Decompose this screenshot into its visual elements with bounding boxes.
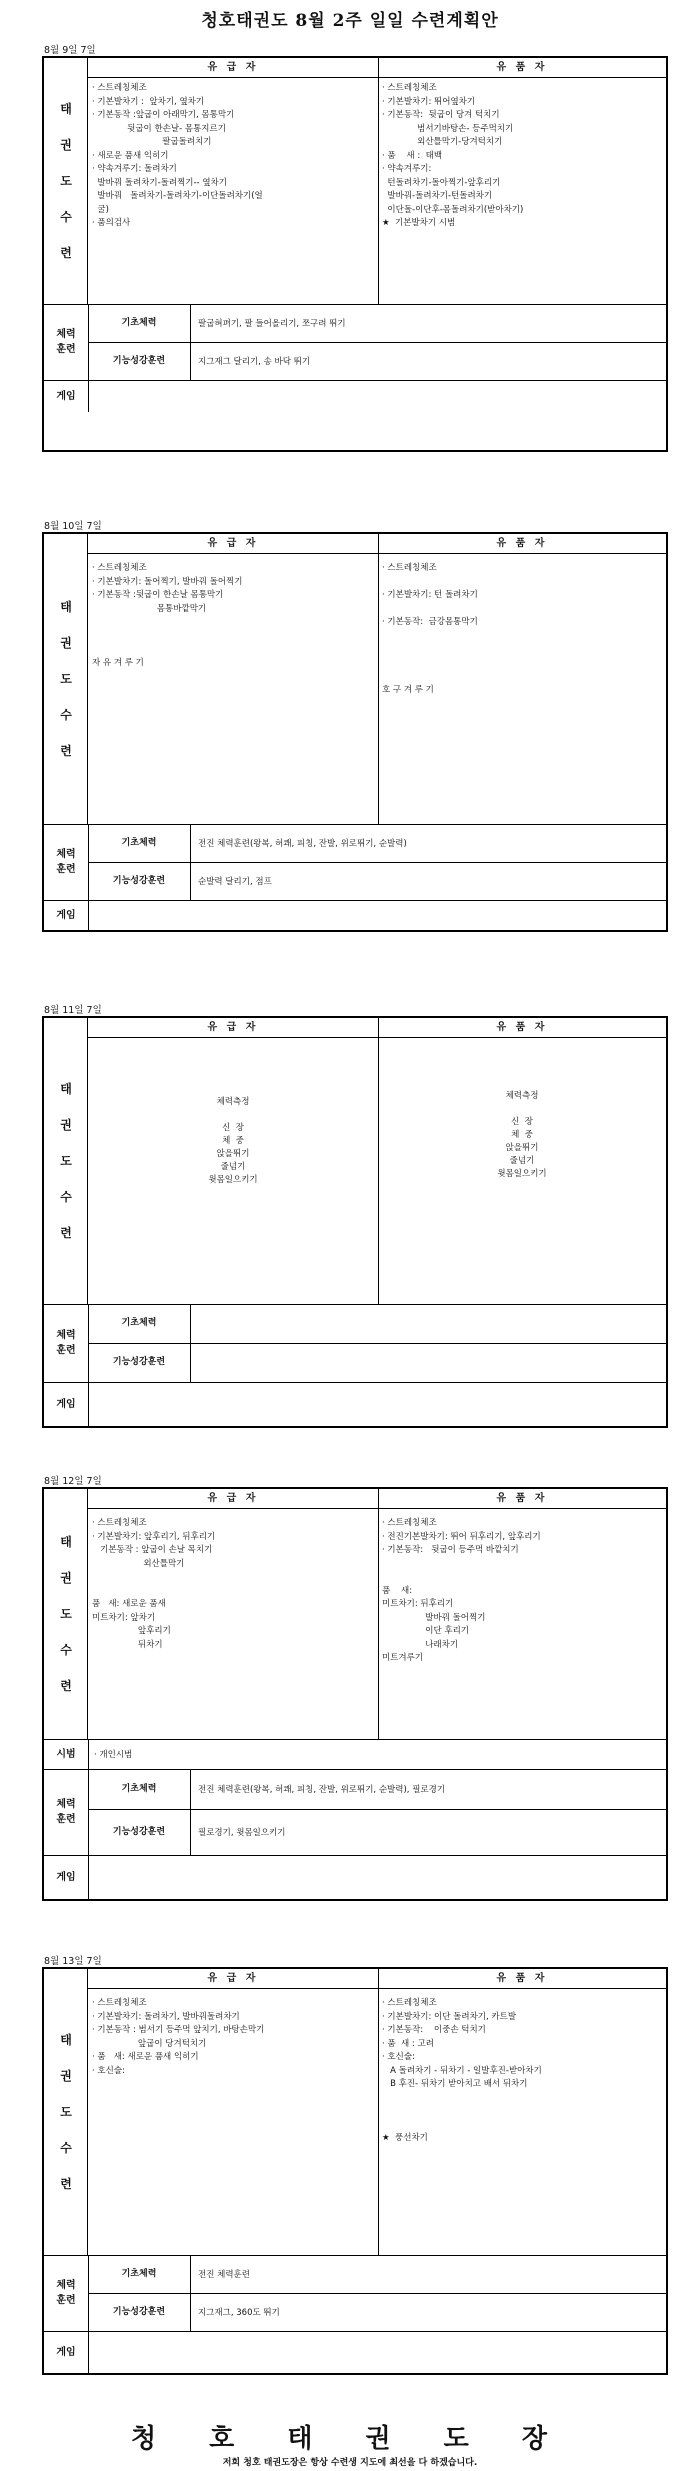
functional-label: 기능성강훈련 <box>112 2306 166 2317</box>
plan-table <box>42 532 668 932</box>
game-label: 게임 <box>56 390 76 402</box>
beginner-content: 체력측정 신 장 체 중 앉을뛰기 줄넘기 윗몸일으키기 <box>208 1097 258 1185</box>
fitness-label: 체력 훈련 <box>56 849 76 875</box>
functional-value: 필로경기, 윗몸일으키기 <box>198 1828 286 1838</box>
basic-fitness-value: 전진 체력훈련(왕복, 허쾌, 피칭, 잔발, 위로뛰기, 순발력) <box>198 839 407 849</box>
exam-value: · 개인시범 <box>94 1750 133 1760</box>
page-title: 청호태권도 8월 2주 일일 수련계획안 <box>201 11 499 31</box>
tkd-char-4: 수 <box>60 708 72 722</box>
taekwondo-label-cell <box>44 1489 88 1739</box>
tkd-char-4: 수 <box>60 1190 72 1204</box>
advanced-header: 유 품 자 <box>378 1489 666 1509</box>
game-label: 게임 <box>56 2346 76 2358</box>
tkd-char-2: 권 <box>60 138 72 152</box>
tkd-char-2: 권 <box>60 1118 72 1132</box>
beginner-header: 유 급 자 <box>88 1969 378 1989</box>
taekwondo-label-cell <box>44 1969 88 2255</box>
advanced-header: 유 품 자 <box>378 1969 666 1989</box>
basic-fitness-value: 전진 체력훈련(왕복, 허쾌, 피칭, 잔발, 위로뛰기, 순발력), 필로경기 <box>198 1785 446 1795</box>
basic-fitness-label: 기초체력 <box>121 2268 157 2279</box>
functional-label: 기능성강훈련 <box>112 1357 166 1367</box>
functional-value: 순발력 달리기, 점프 <box>198 877 272 887</box>
day-date: 8월 10일 7일 <box>44 521 102 532</box>
tkd-char-5: 련 <box>60 1679 72 1693</box>
plan-table <box>42 1967 668 2375</box>
game-label: 게임 <box>56 1871 76 1883</box>
tkd-char-4: 수 <box>60 2141 72 2155</box>
basic-fitness-label: 기초체력 <box>121 1783 157 1794</box>
advanced-content: · 스트레칭체조 · 기본발차기: 턴 돌려차기 · 기본동작: 금강몸통막기 호 구 겨 루 기 <box>382 563 478 695</box>
taekwondo-label-cell <box>44 58 88 304</box>
game-label: 게임 <box>56 909 76 921</box>
tkd-char-1: 태 <box>60 1535 72 1549</box>
tkd-char-5: 련 <box>60 246 72 260</box>
basic-fitness-label: 기초체력 <box>121 837 157 848</box>
fitness-label: 체력 훈련 <box>56 329 76 355</box>
tkd-char-2: 권 <box>60 1571 72 1585</box>
tkd-char-3: 도 <box>60 1607 72 1621</box>
tkd-char-3: 도 <box>60 1154 72 1168</box>
day-section-2 <box>42 518 670 948</box>
tkd-char-1: 태 <box>60 600 72 614</box>
day-date: 8월 9일 7일 <box>44 45 96 56</box>
beginner-content: · 스트레칭체조 · 기본발차기 : 앞차기, 옆차기 · 기본동작 :앞굽이 아래막기, 몸통막기 뒷굽이 한손날- 몸통지르기 팔굽돌려치기 · 새로운 품새 익히기 · 약속겨루기: 돌려차기 발바꿔 돌려차기-돌려찍기-- 옆차기 발바꿔 돌려차기-돌려차기-이단돌려차기(얼 굴) · 품의검사 <box>92 83 263 228</box>
plan-table <box>42 56 668 452</box>
advanced-header: 유 품 자 <box>378 534 666 554</box>
functional-label: 기능성강훈련 <box>112 875 166 886</box>
tkd-char-5: 련 <box>60 744 72 758</box>
tkd-char-4: 수 <box>60 1643 72 1657</box>
basic-fitness-value: 전진 체력훈련 <box>198 2270 250 2280</box>
functional-value: 지그재그 달리기, 송 바닥 뛰기 <box>198 357 311 367</box>
plan-table <box>42 1016 668 1428</box>
basic-fitness-value: 팔굽혀펴기, 팔 들어올리기, 쪼구려 뛰기 <box>198 319 346 329</box>
tkd-char-1: 태 <box>60 1082 72 1096</box>
plan-table <box>42 1487 668 1901</box>
advanced-content: · 스트레칭체조 · 기본발차기: 이단 돌려차기, 카트발 · 기본동작: 이중손 턱치기 · 품 새 : 고려 · 호신술: A 돌려차기 - 뒤차기 - 일발후진-받아차기 B 후진- 뒤차기 받아치고 배서 뒤차기 ★ 풍선차기 <box>382 1998 542 2143</box>
day-section-4 <box>42 1473 670 1903</box>
tkd-char-2: 권 <box>60 636 72 650</box>
tkd-char-4: 수 <box>60 210 72 224</box>
advanced-header: 유 품 자 <box>378 1018 666 1038</box>
advanced-header: 유 품 자 <box>378 58 666 78</box>
tkd-char-3: 도 <box>60 2105 72 2119</box>
beginner-header: 유 급 자 <box>88 1018 378 1038</box>
tkd-char-5: 련 <box>60 2177 72 2191</box>
beginner-header: 유 급 자 <box>88 58 378 78</box>
tkd-char-3: 도 <box>60 174 72 188</box>
day-date: 8월 12일 7일 <box>44 1476 102 1487</box>
tkd-char-1: 태 <box>60 102 72 116</box>
tkd-char-1: 태 <box>60 2033 72 2047</box>
game-label: 게임 <box>56 1398 76 1410</box>
beginner-content: · 스트레칭체조 · 기본발차기: 앞후리기, 뒤후리기 기본동작 : 앞굽이 손날 목치기 외산틀막기 품 새: 새로운 품새 미트차기: 앞차기 앞후리기 뒤차기 <box>92 1518 216 1650</box>
functional-label: 기능성강훈련 <box>112 1826 166 1837</box>
taekwondo-label-cell <box>44 534 88 824</box>
beginner-content: · 스트레칭체조 · 기본발차기: 돌어찍기, 발바꿔 돌어찍기 · 기본동작 :뒷굽이 한손날 몸통막기 몸통바깥막기 자 유 겨 루 기 <box>92 563 243 668</box>
fitness-label: 체력 훈련 <box>56 1330 76 1356</box>
advanced-content: · 스트레칭체조 · 전진기본발차기: 뛰어 뒤후리기, 앞후리기 · 기본동작: 뒷굽이 등주먹 바깥치기 품 새: 미트차기: 뒤후리기 발바꿔 돌어찍기 이단 후리기 나래차기 미트겨루기 <box>382 1518 541 1663</box>
fitness-label: 체력 훈련 <box>56 2280 76 2306</box>
day-section-3 <box>42 1002 670 1432</box>
day-section-5 <box>42 1953 670 2373</box>
day-date: 8월 11일 7일 <box>44 1005 102 1016</box>
tkd-char-2: 권 <box>60 2069 72 2083</box>
beginner-content: · 스트레칭체조 · 기본발차기: 돌려차기, 발바꿔돌려차기 · 기본동작 : 범서기 등주먹 앞치기, 바탕손막기 앞굽이 당겨턱치기 · 품 새: 새로운 품새 익히기 · 호신술: <box>92 1998 265 2076</box>
advanced-content: · 스트레칭체조 · 기본발차기: 뛰어옆차기 · 기본동작: 뒷굽이 당겨 턱치기 범서기바탕손- 등주먹치기 외산틀막기-당겨턱치기 · 품 새 : 태백 · 약속겨루기: 턴돌려차기-돌아찍기-앞후리기 발바꿔-돌려차기-턴돌려차기 이단돌-이단후-몸돌려차기(받아차기) ★ 기본발차기 시범 <box>382 83 524 228</box>
beginner-header: 유 급 자 <box>88 1489 378 1509</box>
day-section-1 <box>42 42 670 462</box>
day-date: 8월 13일 7일 <box>44 1956 102 1967</box>
footer-title: 청 호 태 권 도 장 <box>131 2424 569 2454</box>
functional-value: 지그재그, 360도 뛰기 <box>198 2308 280 2318</box>
tkd-char-3: 도 <box>60 672 72 686</box>
footer-subtitle: 저희 청호 태권도장은 항상 수련생 지도에 최선을 다 하겠습니다. <box>222 2458 478 2468</box>
exam-label: 시범 <box>56 1748 76 1760</box>
fitness-label: 체력 훈련 <box>56 1799 76 1825</box>
basic-fitness-label: 기초체력 <box>121 317 157 328</box>
functional-label: 기능성강훈련 <box>112 355 166 366</box>
beginner-header: 유 급 자 <box>88 534 378 554</box>
basic-fitness-label: 기초체력 <box>121 1318 157 1328</box>
advanced-content: 체력측정 신 장 체 중 앉을뛰기 줄넘기 윗몸일으키기 <box>497 1091 547 1179</box>
tkd-char-5: 련 <box>60 1226 72 1240</box>
taekwondo-label-cell <box>44 1018 88 1304</box>
